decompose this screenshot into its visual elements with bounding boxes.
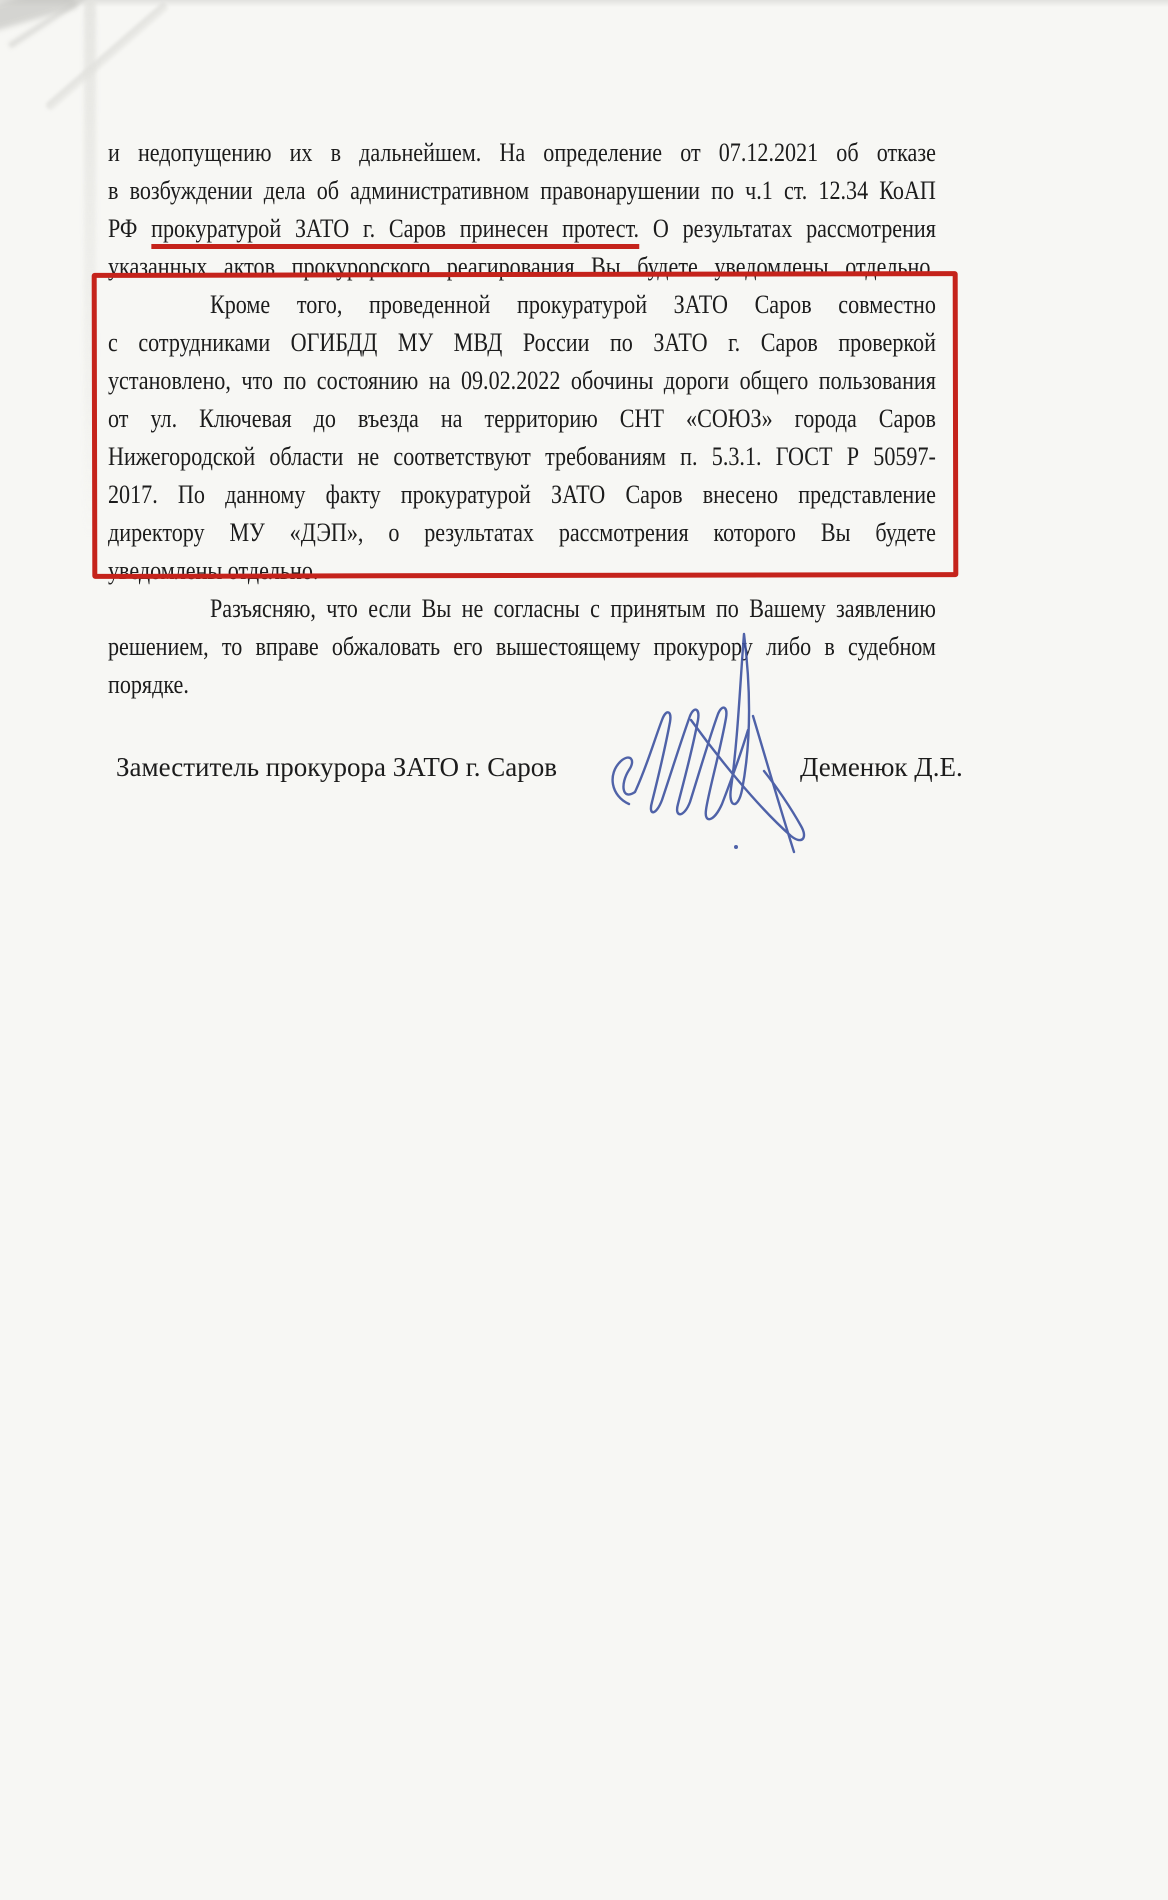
text-line: порядке. (108, 670, 189, 699)
text-line: решением, то вправе обжаловать его вышестоящему прокурору либо в судебном (108, 632, 936, 661)
text-line: установлено, что по состоянию на 09.02.2022 обочины дороги общего пользования (108, 366, 936, 395)
text-line: с сотрудниками ОГИБДД МУ МВД России по ЗАТО г. Саров проверкой (108, 328, 936, 357)
paragraph-boxed-inspection (108, 286, 936, 590)
paper-crease (8, 0, 88, 49)
red-underline-annotation: прокуратурой ЗАТО г. Саров принесен протест. (151, 214, 639, 249)
signer-title: Заместитель прокурора ЗАТО г. Саров (116, 752, 558, 782)
signer-name: Деменюк Д.Е. (800, 752, 963, 782)
text-line: директору МУ «ДЭП», о результатах рассмотрения которого Вы будете (108, 518, 936, 547)
text-line: Разъясняю, что если Вы не согласны с принятым по Вашему заявлению (210, 594, 936, 623)
paper-crease (44, 1, 169, 111)
text-line: в возбуждении дела об административном правонарушении по ч.1 ст. 12.34 КоАП (108, 176, 936, 205)
scan-streak (84, 0, 96, 540)
scan-edge-shadow (0, 0, 1168, 7)
text-line: от ул. Ключевая до въезда на территорию СНТ «СОЮЗ» города Саров (108, 404, 936, 433)
text-line: уведомлены отдельно. (108, 556, 319, 585)
handwritten-signature-scribble (595, 598, 855, 858)
paragraph-protest (108, 134, 936, 286)
text-line: Нижегородской области не соответствуют требованиям п. 5.3.1. ГОСТ Р 50597- (108, 442, 936, 471)
text-line: Кроме того, проведенной прокуратурой ЗАТО Саров совместно (210, 290, 936, 319)
signature-block (0, 750, 1168, 790)
text-line: указанных актов прокурорского реагирования Вы будете уведомлены отдельно. (108, 252, 936, 281)
scan-corner-shadow (0, 0, 78, 32)
text-line: и недопущению их в дальнейшем. На определение от 07.12.2021 об отказе (108, 138, 936, 167)
text-segment: РФ (108, 214, 152, 243)
text-segment: О результатах рассмотрения (639, 214, 936, 243)
text-line: 2017. По данному факту прокуратурой ЗАТО Саров внесено представление (108, 480, 936, 509)
text-line (108, 210, 936, 248)
